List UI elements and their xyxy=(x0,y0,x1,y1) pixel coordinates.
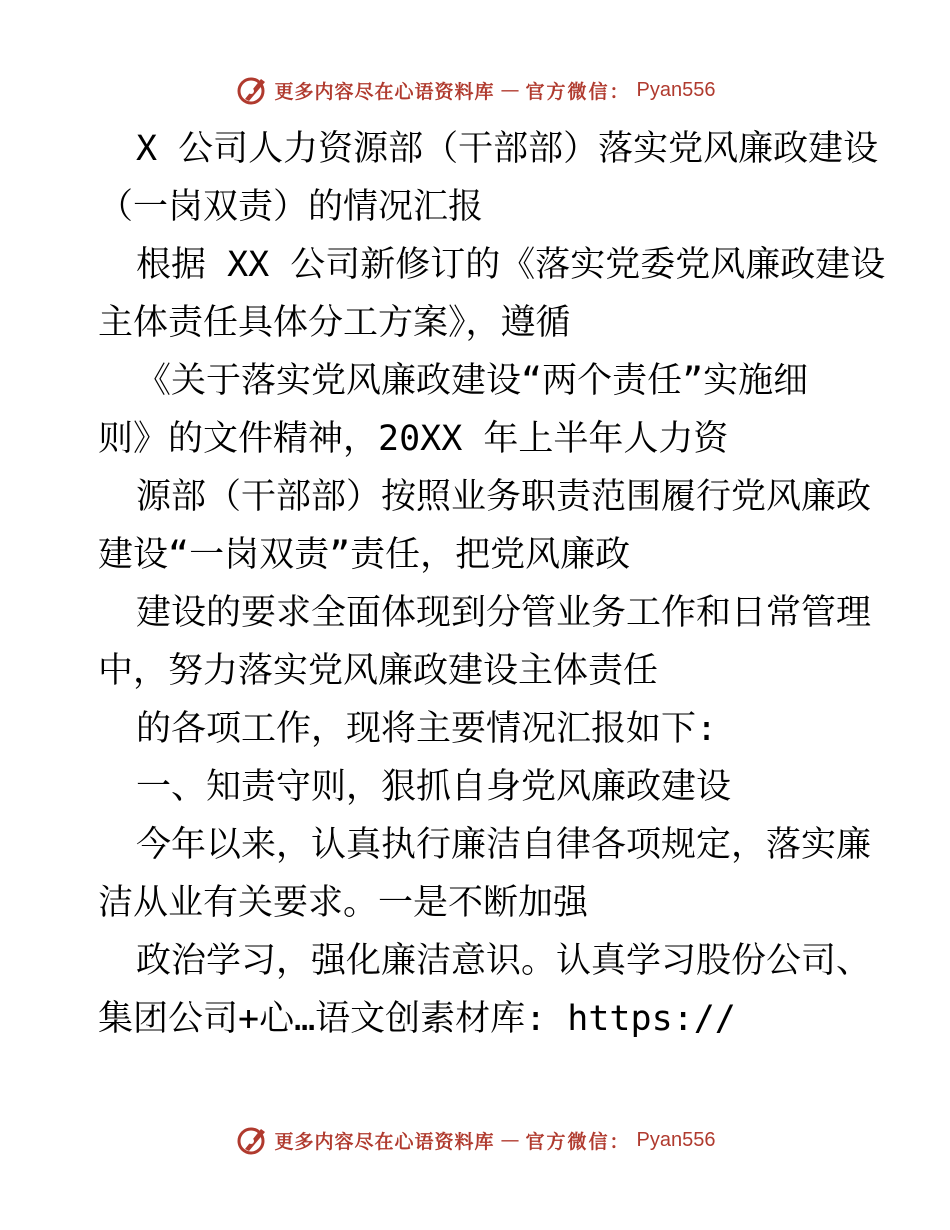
footer-watermark xyxy=(0,1120,950,1160)
body-line: 《关于落实党风廉政建设“两个责任”实施细 xyxy=(136,361,809,401)
body-line: （一岗双责）的情况汇报 xyxy=(98,187,484,227)
body-line: 则》的文件精神，20XX 年上半年人力资 xyxy=(98,419,729,459)
banner-text: 更多内容尽在心语资料库 xyxy=(274,1130,495,1153)
body-line: 根据 XX 公司新修订的《落实党委党风廉政建设 xyxy=(136,245,886,285)
pen-logo-icon xyxy=(235,73,269,107)
body-line: X 公司人力资源部（干部部）落实党风廉政建设 xyxy=(136,129,879,169)
banner-wechat-id: Pyan556 xyxy=(636,1128,716,1151)
banner-dash: — xyxy=(500,79,520,101)
body-line: 建设“一岗双责”责任，把党风廉政 xyxy=(98,535,631,575)
body-line: 主体责任具体分工方案》，遵循 xyxy=(98,303,571,343)
banner-dash: — xyxy=(500,1129,520,1151)
header-watermark xyxy=(0,70,950,110)
body-line: 的各项工作，现将主要情况汇报如下: xyxy=(136,709,718,749)
body-line: 源部（干部部）按照业务职责范围履行党风廉政 xyxy=(136,477,872,517)
body-line: 今年以来，认真执行廉洁自律各项规定，落实廉 xyxy=(136,825,872,865)
body-line: 洁从业有关要求。一是不断加强 xyxy=(98,883,589,923)
body-line: 中，努力落实党风廉政建设主体责任 xyxy=(98,651,659,691)
banner-wechat-id: Pyan556 xyxy=(636,78,716,101)
banner-wechat-label: 官方微信： xyxy=(525,1130,631,1153)
document-body xyxy=(98,120,886,1048)
body-line: 政治学习，强化廉洁意识。认真学习股份公司、 xyxy=(136,941,872,981)
banner-wechat-label: 官方微信： xyxy=(525,80,631,103)
banner-text: 更多内容尽在心语资料库 xyxy=(274,80,495,103)
body-line: 集团公司+心…语文创素材库: https:// xyxy=(98,999,736,1039)
pen-logo-icon xyxy=(235,1123,269,1157)
section-heading: 一、知责守则，狠抓自身党风廉政建设 xyxy=(136,767,732,807)
body-line: 建设的要求全面体现到分管业务工作和日常管理 xyxy=(136,593,872,633)
